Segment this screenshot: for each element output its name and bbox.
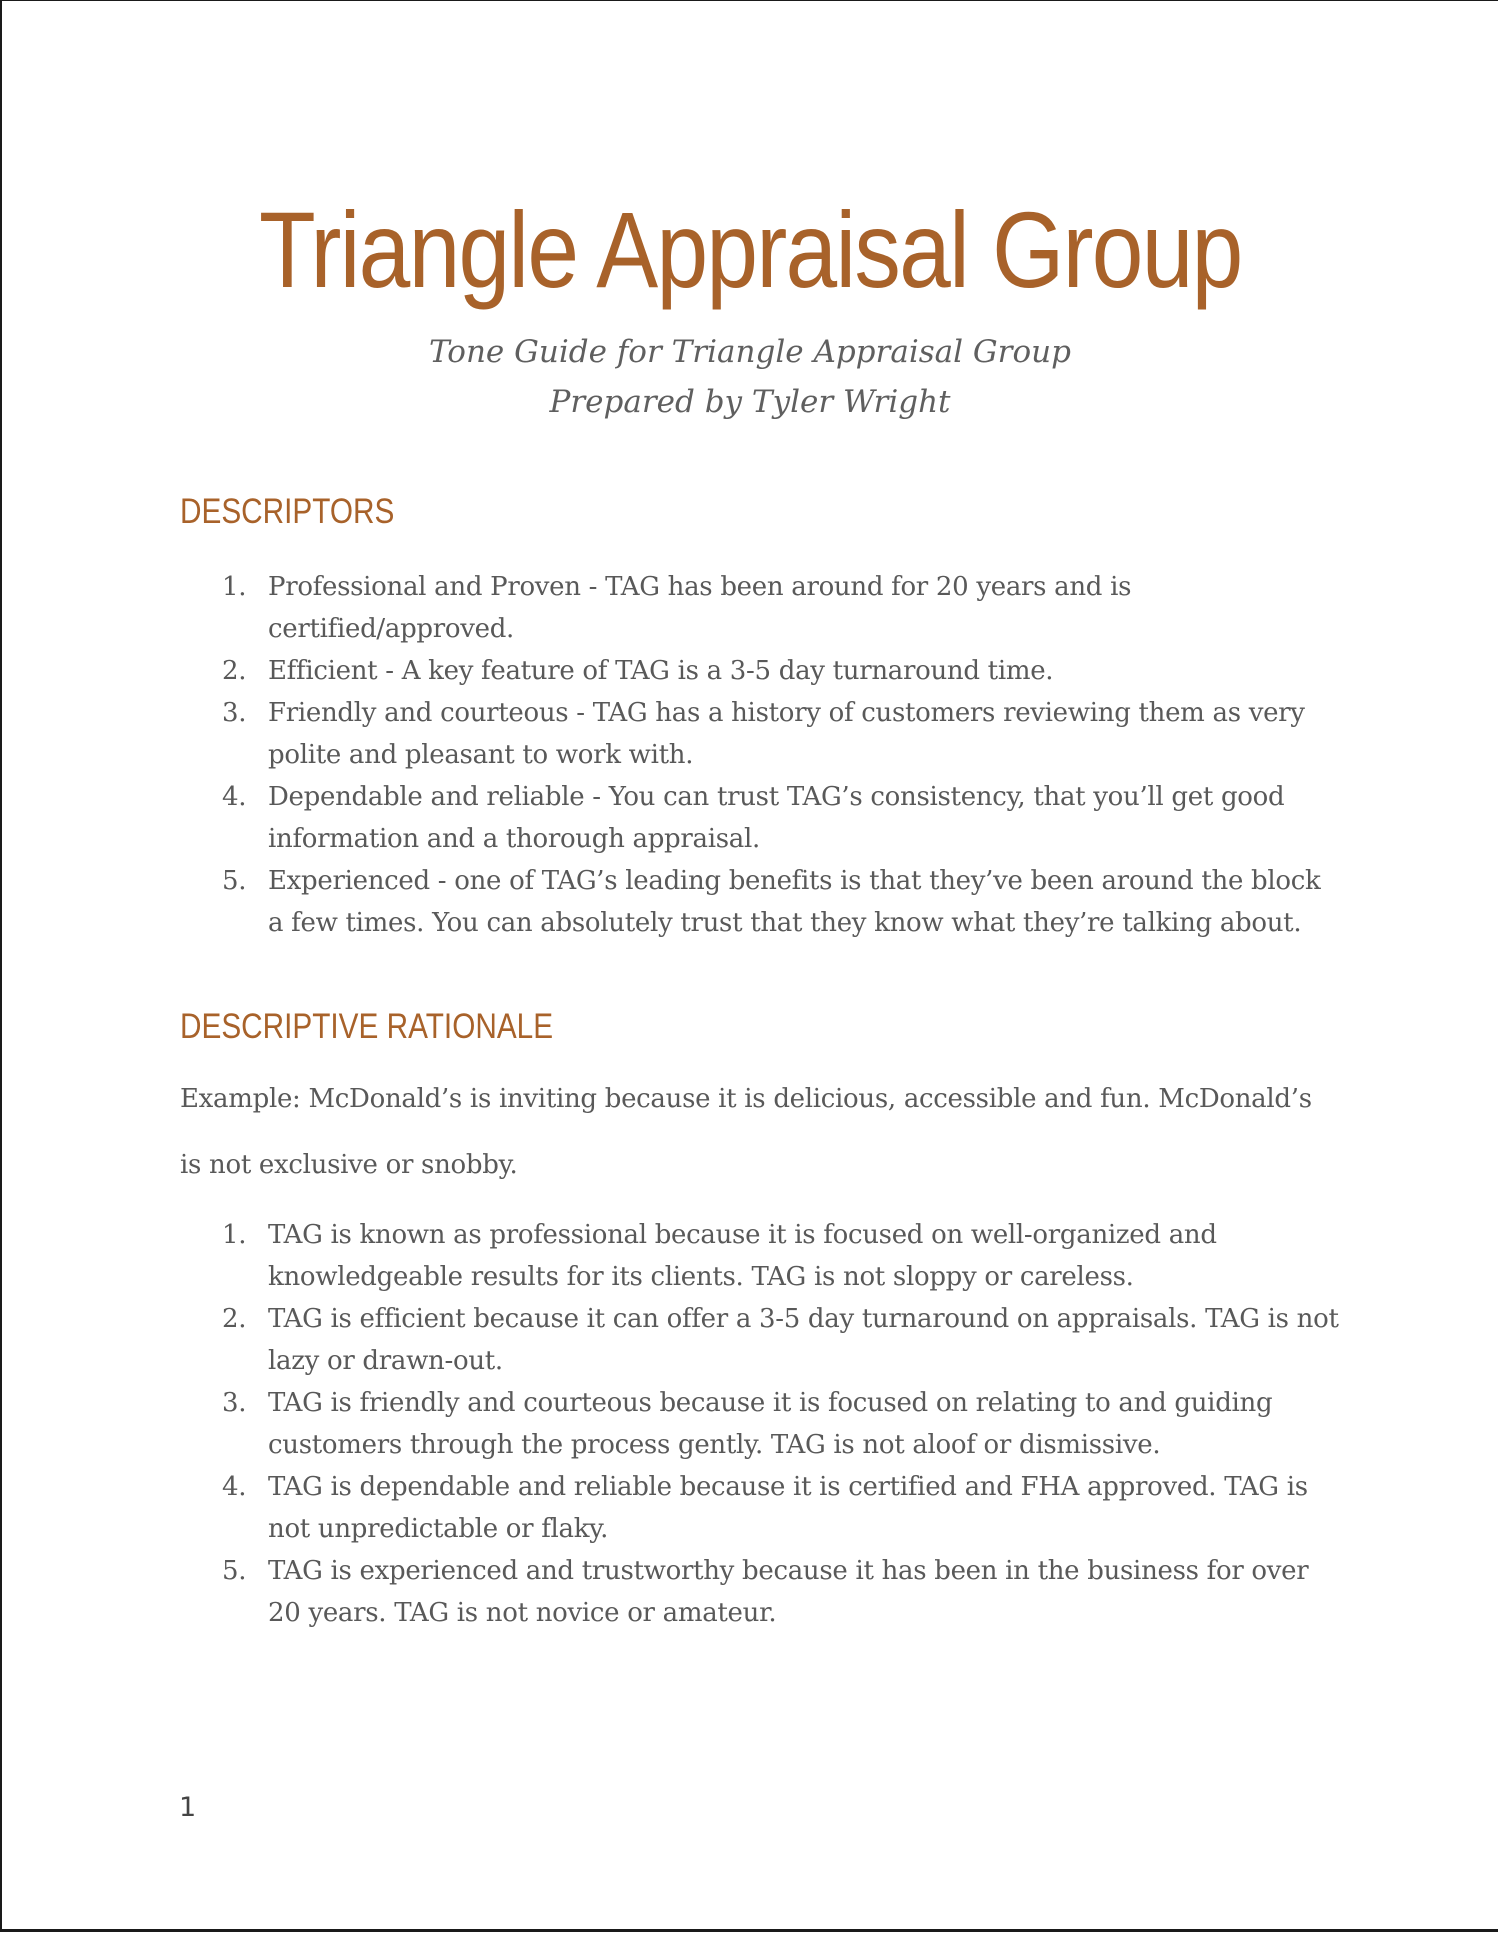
list-item-number: 4. — [222, 1472, 247, 1502]
rationale-example-line-2: is not exclusive or snobby. — [180, 1150, 518, 1180]
list-item-text: TAG is dependable and reliable because it is certified and FHA approved. TAG is not unpredictable or flaky. — [268, 1472, 1308, 1544]
list-item-text: TAG is friendly and courteous because it is focused on relating to and guiding customers through the process gently. TAG is not aloof or dismissive. — [268, 1388, 1273, 1460]
list-item — [180, 650, 1340, 692]
list-item-text: TAG is experienced and trustworthy because it has been in the business for over 20 years. TAG is not novice or amateur. — [268, 1556, 1309, 1628]
list-item-text: Dependable and reliable - You can trust TAG’s consistency, that you’ll get good information and a thorough appraisal. — [268, 782, 1285, 854]
list-item — [180, 692, 1340, 776]
list-item-number: 3. — [222, 698, 247, 728]
list-item — [180, 1298, 1340, 1382]
rationale-example-line-1: Example: McDonald’s is inviting because it is delicious, accessible and fun. McDonald’s — [180, 1084, 1312, 1114]
list-item-number: 3. — [222, 1388, 247, 1418]
document-author-line: Prepared by Tyler Wright — [549, 384, 951, 420]
descriptors-heading: DESCRIPTORS — [180, 492, 395, 531]
list-item-text: TAG is known as professional because it is focused on well-organized and knowledgeable results for its clients. TAG is not sloppy or careless. — [268, 1220, 1217, 1292]
list-item-number: 1. — [222, 1220, 247, 1250]
document-title: Triangle Appraisal Group — [258, 189, 1242, 310]
list-item-number: 1. — [222, 572, 247, 602]
list-item — [180, 1550, 1340, 1634]
list-item-text: Efficient - A key feature of TAG is a 3-5 day turnaround time. — [268, 656, 1054, 686]
rationale-heading: DESCRIPTIVE RATIONALE — [180, 1007, 554, 1046]
list-item — [180, 1214, 1340, 1298]
list-item-number: 4. — [222, 782, 247, 812]
list-item — [180, 860, 1340, 944]
list-item — [180, 776, 1340, 860]
page-number: 1 — [179, 1792, 197, 1823]
list-item-number: 2. — [222, 1304, 247, 1334]
list-item-text: Professional and Proven - TAG has been around for 20 years and is certified/approved. — [268, 572, 1132, 644]
list-item-number: 2. — [222, 656, 247, 686]
list-item-number: 5. — [222, 1556, 247, 1586]
rationale-list — [180, 1214, 1340, 1634]
document-subtitle: Tone Guide for Triangle Appraisal Group — [429, 334, 1071, 370]
list-item-number: 5. — [222, 866, 247, 896]
list-item — [180, 1382, 1340, 1466]
list-item — [180, 566, 1340, 650]
list-item-text: Friendly and courteous - TAG has a history of customers reviewing them as very polite and pleasant to work with. — [268, 698, 1305, 770]
list-item-text: Experienced - one of TAG’s leading benefits is that they’ve been around the block a few times. You can absolutely trust that they know what they’re talking about. — [268, 866, 1321, 938]
descriptors-list — [180, 566, 1340, 944]
list-item-text: TAG is efficient because it can offer a 3-5 day turnaround on appraisals. TAG is not lazy or drawn-out. — [268, 1304, 1339, 1376]
list-item — [180, 1466, 1340, 1550]
